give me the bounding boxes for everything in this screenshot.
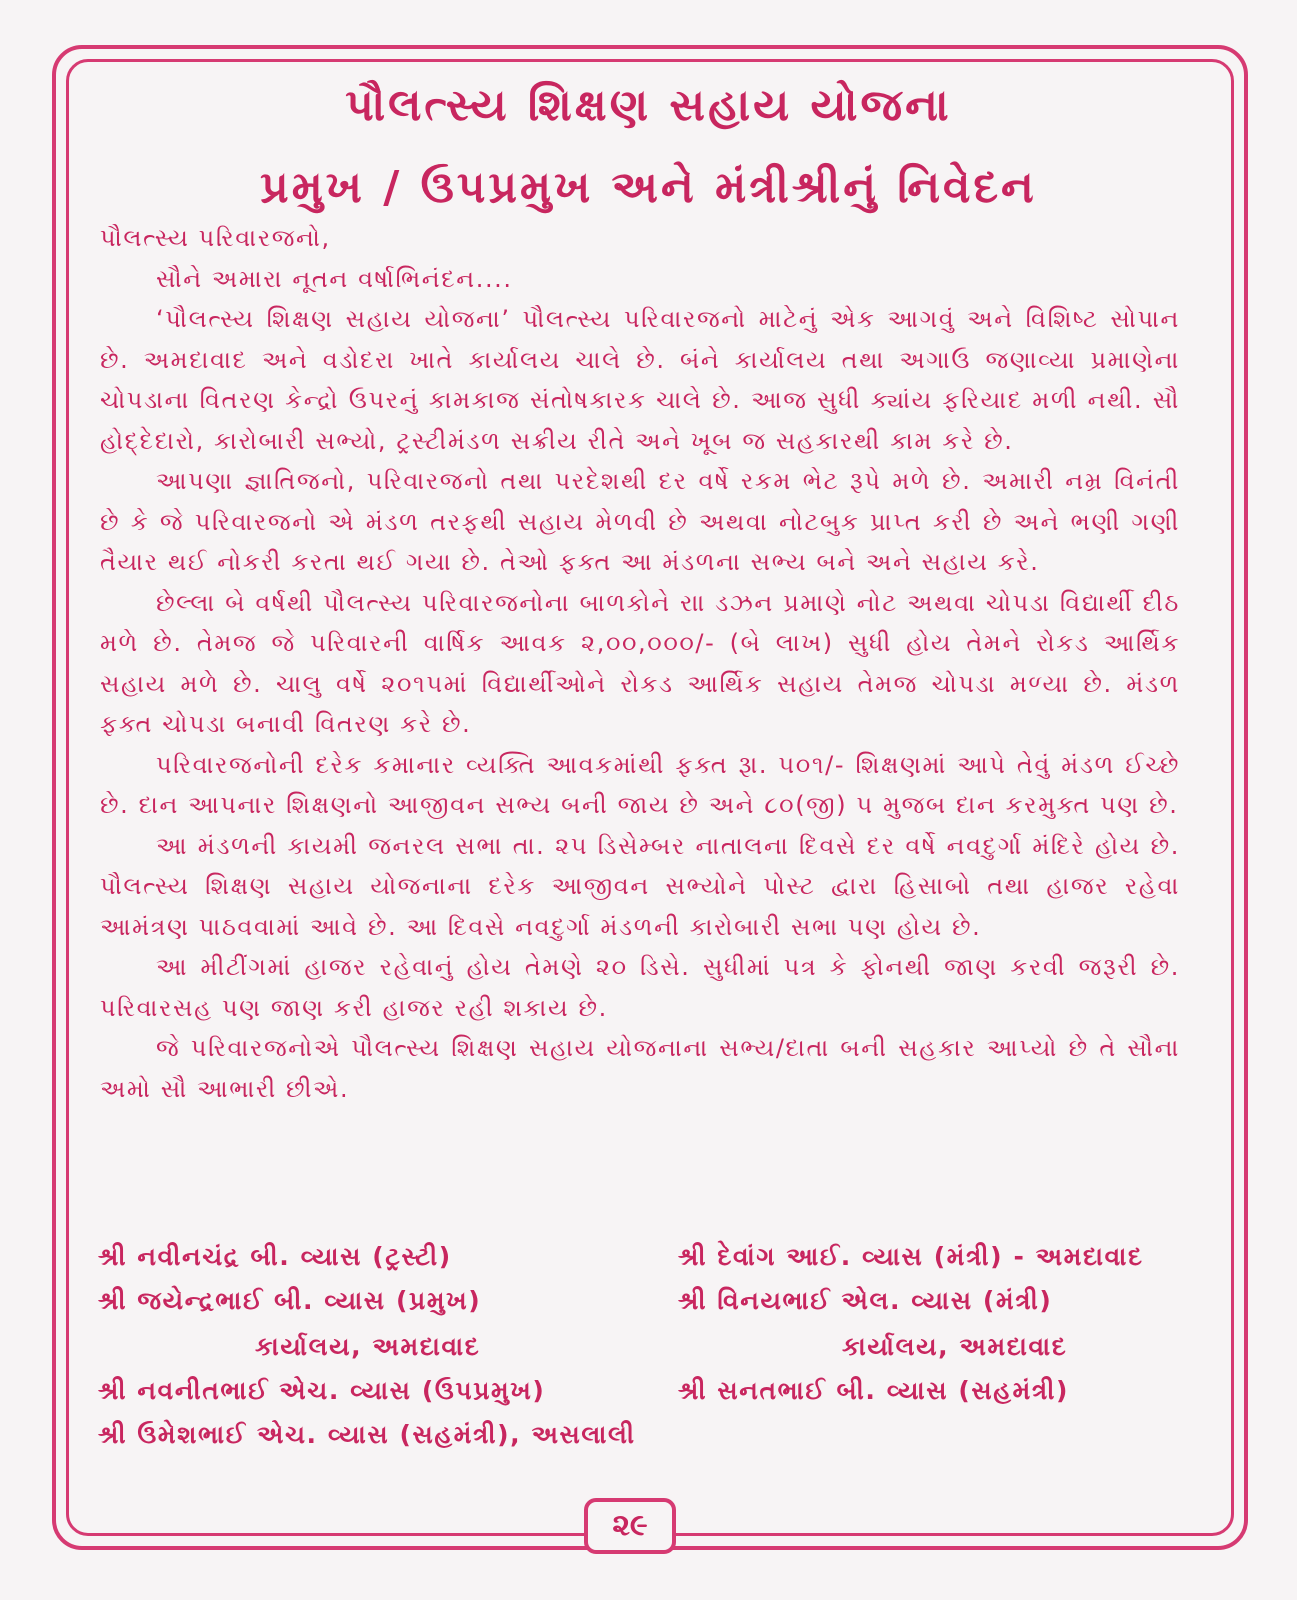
- signatory-president: શ્રી જયેન્દ્રભાઈ બી. વ્યાસ (પ્રમુખ): [98, 1286, 482, 1315]
- page-title: પૌલત્સ્ય શિક્ષણ સહાય યોજના: [345, 80, 952, 131]
- signatory-trustee: શ્રી નવીનચંદ્ર બી. વ્યાસ (ટ્રસ્ટી): [98, 1242, 452, 1271]
- paragraph: ‘પૌલત્સ્ય શિક્ષણ સહાય યોજના’ પૌલત્સ્ય પરિવારજનો માટેનું એક આગવું અને વિશિષ્ટ સોપાન છે. અમદાવાદ અને વડોદરા ખાતે કાર્યાલય ચાલે છે. બંને કાર્યાલય તથા અગાઉ જણાવ્યા પ્રમાણેના ચોપડાના વિતરણ કેન્દ્રો ઉપરનું કામકાજ સંતોષકારક ચાલે છે. આજ સુધી ક્યાંય ફરિયાદ મળી નથી. સૌ હોદ્દેદારો, કારોબારી સભ્યો, ટ્રસ્ટીમંડળ સક્રીય રીતે અને ખૂબ જ સહકારથી કામ કરે છે.: [100, 305, 1180, 455]
- paragraph: આ મીટીંગમાં હાજર રહેવાનું હોય તેમણે ૨૦ ડિસે. સુધીમાં પત્ર કે ફોનથી જાણ કરવી જરૂરી છે. પરિવારસહ પણ જાણ કરી હાજર રહી શકાય છે.: [100, 953, 1180, 1022]
- greeting: સૌને અમારા નૂતન વર્ષાભિનંદન....: [156, 264, 513, 293]
- paragraph: આપણા જ્ઞાતિજનો, પરિવારજનો તથા પરદેશથી દર વર્ષે રકમ ભેટ રૂપે મળે છે. અમારી નમ્ર વિનંતી છે કે જે પરિવારજનો એ મંડળ તરફથી સહાય મેળવી છે અથવા નોટબુક પ્રાપ્ત કરી છે અને ભણી ગણી તૈયાર થઈ નોકરી કરતા થઈ ગયા છે. તેઓ ફક્ત આ મંડળના સભ્ય બને અને સહાય કરે.: [100, 467, 1180, 576]
- paragraph: આ મંડળની કાયમી જનરલ સભા તા. ૨૫ ડિસેમ્બર નાતાલના દિવસે દર વર્ષે નવદુર્ગા મંદિરે હોય છે. પૌલત્સ્ય શિક્ષણ સહાય યોજનાના દરેક આજીવન સભ્યોને પોસ્ટ દ્વારા હિસાબો તથા હાજર રહેવા આમંત્રણ પાઠવવામાં આવે છે. આ દિવસે નવદુર્ગા મંડળની કારોબારી સભા પણ હોય છે.: [100, 831, 1180, 941]
- signatory-office-left: કાર્યાલય, અમદાવાદ: [255, 1332, 481, 1361]
- paragraph: જે પરિવારજનોએ પૌલત્સ્ય શિક્ષણ સહાય યોજનાના સભ્ય/દાતા બની સહકાર આપ્યો છે તે સૌના અમો સૌ આભારી છીએ.: [100, 1034, 1180, 1103]
- paragraph: છેલ્લા બે વર્ષથી પૌલત્સ્ય પરિવારજનોના બાળકોને રાા ડઝન પ્રમાણે નોટ અથવા ચોપડા વિદ્યાર્થી દીઠ મળે છે. તેમજ જે પરિવારની વાર્ષિક આવક ૨,૦૦,૦૦૦/- (બે લાખ) સુધી હોય તેમને રોકડ આર્થિક સહાય મળે છે. ચાલુ વર્ષે ૨૦૧૫માં વિદ્યાર્થીઓને રોકડ આર્થિક સહાય તેમજ ચોપડા મળ્યા છે. મંડળ ફક્ત ચોપડા બનાવી વિતરણ કરે છે.: [100, 588, 1180, 738]
- signatory-joint-secretary: શ્રી સનતભાઈ બી. વ્યાસ (સહમંત્રી): [678, 1376, 1070, 1405]
- signatory-secretary: શ્રી વિનયભાઈ એલ. વ્યાસ (મંત્રી): [678, 1286, 1053, 1315]
- page-subtitle: પ્રમુખ / ઉપપ્રમુખ અને મંત્રીશ્રીનું નિવેદન: [260, 162, 1037, 213]
- signatory-office-right: કાર્યાલય, અમદાવાદ: [842, 1332, 1068, 1361]
- signatory-secretary-ahmedabad: શ્રી દેવાંગ આઈ. વ્યાસ (મંત્રી) - અમદાવાદ: [678, 1242, 1144, 1271]
- statement-body: [100, 218, 1180, 1109]
- signatory-vice-president: શ્રી નવનીતભાઈ એચ. વ્યાસ (ઉપપ્રમુખ): [98, 1376, 546, 1405]
- page-number: ૨૯: [584, 1498, 676, 1554]
- salutation: પૌલત્સ્ય પરિવારજનો,: [100, 224, 331, 252]
- signatory-joint-secretary-aslali: શ્રી ઉમેશભાઈ એચ. વ્યાસ (સહમંત્રી), અસલાલી: [98, 1420, 636, 1449]
- paragraph: પરિવારજનોની દરેક કમાનાર વ્યક્તિ આવકમાંથી ફક્ત રૂા. ૫૦૧/- શિક્ષણમાં આપે તેવું મંડળ ઈચ્છે છે. દાન આપનાર શિક્ષણનો આજીવન સભ્ય બની જાય છે અને ૮૦(જી) ૫ મુજબ દાન કરમુક્ત પણ છે.: [100, 750, 1180, 819]
